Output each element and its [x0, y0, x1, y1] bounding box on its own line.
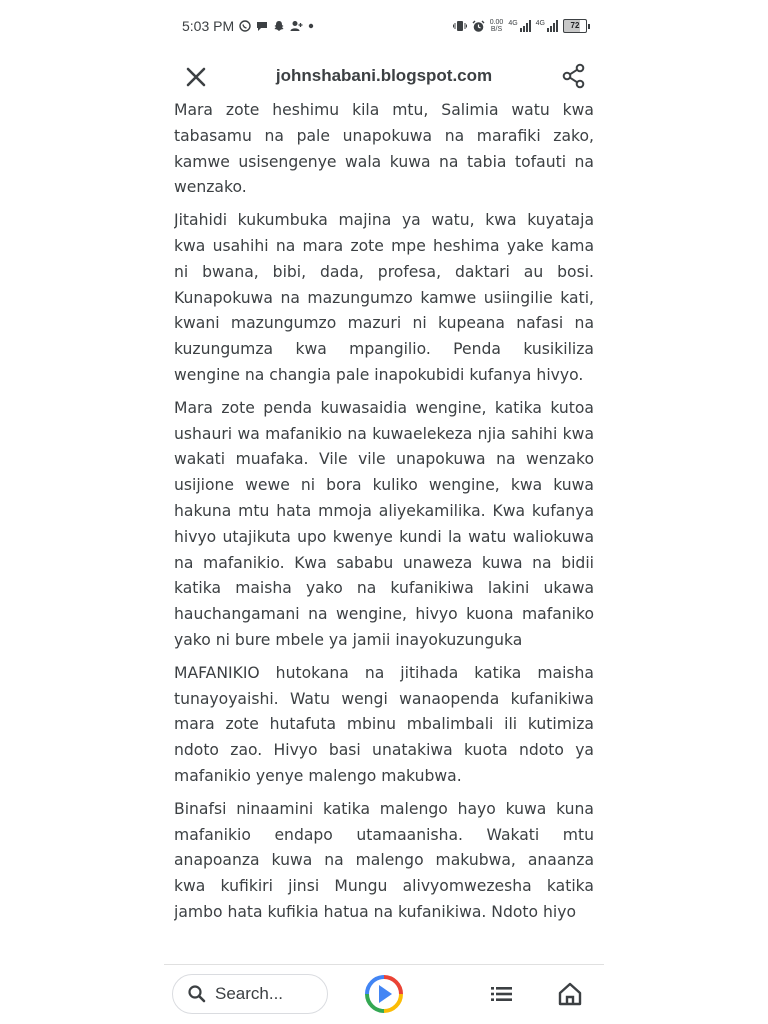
- share-button[interactable]: [560, 62, 588, 90]
- close-icon: [182, 63, 210, 91]
- signal-icon: [508, 20, 530, 32]
- article-body: [174, 98, 594, 964]
- home-icon: [556, 980, 584, 1008]
- network-type-label: 4G: [535, 20, 545, 27]
- play-icon: [364, 974, 404, 1014]
- bottom-divider: [164, 964, 604, 965]
- battery-icon: [563, 19, 590, 33]
- whatsapp-icon: [239, 20, 251, 32]
- add-person-icon: [290, 20, 303, 32]
- article-paragraph: Mara zote penda kuwasaidia wengine, katika kutoa ushauri wa mafanikio na kuwaelekeza njia sahihi kwa wakati muafaka. Vile vile unapokuwa na wenzako usijione wewe ni bora kuliko wengine, kwa kuwa hakuna mtu hata mmoja aliyekamilika. Kwa kufanya hivyo utajikuta upo kwenye kundi la watu waliokuwa na mafanikio. Kwa sababu unaweza kuwa na bidii katika maisha yako na kufanikiwa lakini ukawa hauchangamani na wengine, hivyo kuona mafaniko yako ni bure mbele ya jamii inayokuzunguka: [174, 398, 594, 649]
- alarm-icon: [472, 20, 485, 33]
- share-icon: [560, 62, 588, 90]
- article-paragraph: MAFANIKIO hutokana na jitihada katika maisha tunayoyaishi. Watu wengi wanaopenda kufanikiwa mara zote hutafuta mbinu mbalimbali ili kutimiza ndoto zao. Hivyo basi unatakiwa kuota ndoto ya mafanikio yenye malengo makubwa.: [174, 663, 594, 785]
- status-time: 5:03 PM: [182, 18, 235, 34]
- snapchat-icon: [273, 20, 285, 32]
- play-button[interactable]: [364, 974, 404, 1014]
- list-icon: [488, 982, 516, 1006]
- article-paragraph: Jitahidi kukumbuka majina ya watu, kwa kuyataja kwa usahihi na mara zote mpe heshima yake kama ni bwana, bibi, dada, profesa, daktari au bosi. Kunapokuwa na mazungumzo kamwe usiingilie kati, kwani mazungumzo mazuri ni kupeana nafasi na kuzungumza kwa mpangilio. Penda kusikiliza wengine na changia pale inapokubidi kufanya hivyo.: [174, 211, 594, 384]
- battery-level: 72: [563, 19, 587, 33]
- search-placeholder: Search...: [215, 984, 284, 1003]
- vibrate-icon: [453, 20, 467, 32]
- network-type-label: 4G: [508, 20, 518, 27]
- close-button[interactable]: [182, 63, 210, 91]
- search-input[interactable]: [172, 974, 328, 1014]
- search-icon: [187, 984, 207, 1004]
- home-button[interactable]: [556, 980, 584, 1008]
- page-url-title: johnshabani.blogspot.com: [275, 66, 493, 85]
- article-paragraph: Binafsi ninaamini katika malengo hayo kuwa kuna mafanikio endapo utamaanisha. Wakati mtu anapoanza kuwa na malengo makubwa, anaanza kwa kufikiri jinsi Mungu alivyomwezesha katika jambo hata kufikia hatua na kufanikiwa. Ndoto hiyo: [174, 799, 594, 921]
- net-rate-value: 0.00: [489, 19, 504, 26]
- status-left: [164, 18, 314, 34]
- app-header: [164, 50, 604, 104]
- contents-list-button[interactable]: [488, 982, 516, 1006]
- data-rate-icon: [490, 19, 504, 33]
- bottom-toolbar: [164, 966, 604, 1024]
- chat-icon: [256, 20, 268, 32]
- status-right: [453, 19, 604, 33]
- dot-icon: [308, 23, 314, 29]
- status-bar: [164, 12, 604, 40]
- article-paragraph: Mara zote heshimu kila mtu, Salimia watu kwa tabasamu na pale unapokuwa na marafiki zako, kamwe usisengenye wala kuwa na tabia tofauti na wenzako.: [174, 101, 594, 197]
- net-rate-unit: B/S: [490, 26, 503, 33]
- signal-icon: [536, 20, 558, 32]
